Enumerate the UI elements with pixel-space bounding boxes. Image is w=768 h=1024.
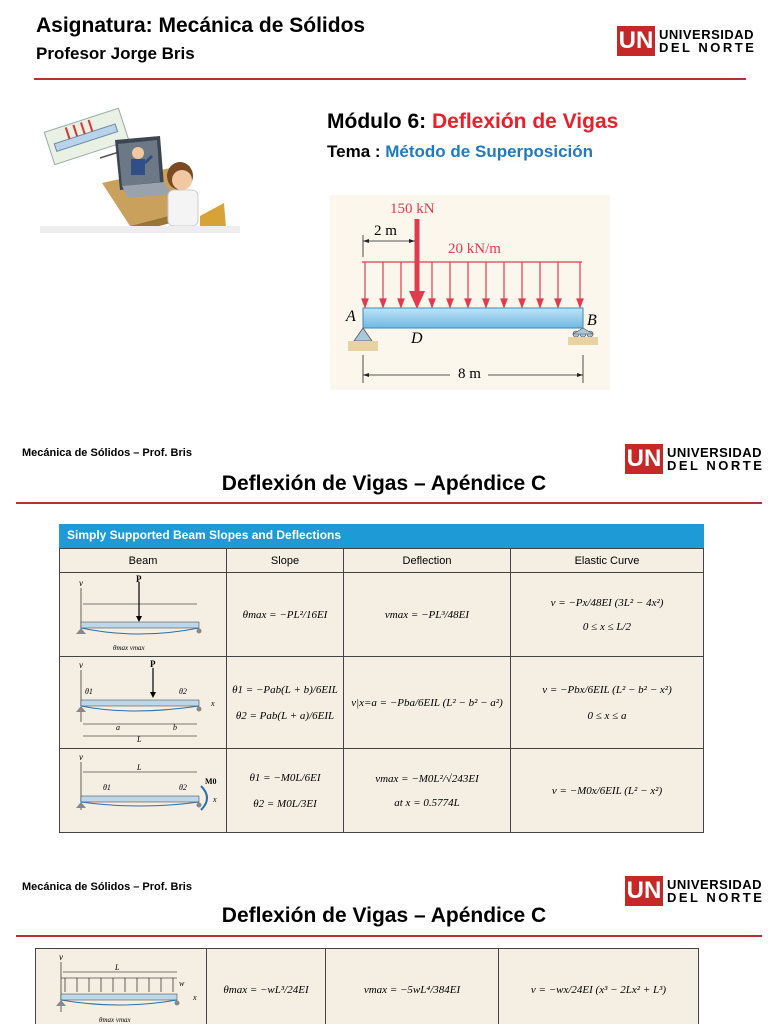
curve-formula: v = −Px/48EI (3L² − 4x²) xyxy=(550,596,664,609)
span-label: 8 m xyxy=(458,366,481,382)
svg-text:θ2: θ2 xyxy=(179,687,187,696)
col-header-deflection: Deflection xyxy=(344,549,511,573)
header-rule xyxy=(34,78,746,80)
svg-text:x: x xyxy=(193,993,197,1002)
elastic-curve-cell xyxy=(511,657,704,749)
point-d-label: D xyxy=(411,330,423,347)
topic-name: Método de Superposición xyxy=(385,142,594,161)
logo-text-top: UNIVERSIDAD xyxy=(667,877,763,892)
curve-formula: v = −Pbx/6EIL (L² − b² − x²) xyxy=(542,683,672,696)
logo-text-top: UNIVERSIDAD xyxy=(659,27,755,42)
svg-text:v: v xyxy=(79,752,83,762)
course-title: Asignatura: Mecánica de Sólidos xyxy=(36,14,366,37)
svg-text:θ1: θ1 xyxy=(85,687,93,696)
col-header-elastic-curve: Elastic Curve xyxy=(511,549,704,573)
appendix-table-continued xyxy=(35,948,699,1024)
elastic-curve-cell xyxy=(499,949,699,1024)
svg-text:L: L xyxy=(115,963,120,972)
svg-text:L: L xyxy=(137,763,142,772)
university-logo xyxy=(625,876,764,906)
slide2-title: Deflexión de Vigas – Apéndice C xyxy=(221,472,547,495)
point-load-label: 150 kN xyxy=(390,201,435,217)
deflection-formula: vmax = −M0L²/√243EI xyxy=(375,772,479,785)
table-row xyxy=(36,949,699,1024)
logo-text-top: UNIVERSIDAD xyxy=(667,445,763,460)
slope-formula: θmax = −wL³/24EI xyxy=(223,983,309,996)
slide3-rule xyxy=(16,935,762,937)
svg-text:θ1: θ1 xyxy=(103,783,111,792)
un-logo-mark: UN xyxy=(626,445,662,472)
svg-text:x: x xyxy=(211,699,215,708)
student-laptop-illustration xyxy=(40,98,240,233)
svg-text:L: L xyxy=(137,735,142,744)
deflection-cell xyxy=(326,949,499,1024)
slope-cell xyxy=(227,657,344,749)
module-label: Módulo 6: xyxy=(327,110,432,133)
distance-label: 2 m xyxy=(374,223,397,239)
slope-cell xyxy=(227,749,344,833)
svg-text:x: x xyxy=(213,795,217,804)
slope-formula-2: θ2 = M0L/3EI xyxy=(253,797,317,810)
curve-range: 0 ≤ x ≤ a xyxy=(587,709,627,722)
elastic-curve-cell xyxy=(511,749,704,833)
col-header-beam: Beam xyxy=(60,549,227,573)
curve-formula: v = −wx/24EI (x³ − 2Lx² + L³) xyxy=(530,983,667,996)
deflection-cell xyxy=(344,657,511,749)
deflection-location: at x = 0.5774L xyxy=(394,796,460,809)
svg-text:θmax vmax: θmax vmax xyxy=(99,1016,131,1024)
slope-formula: θmax = −PL²/16EI xyxy=(242,608,328,621)
professor-name: Profesor Jorge Bris xyxy=(36,44,195,63)
logo-text-bottom: DEL NORTE xyxy=(667,458,765,473)
slide3-header: Mecánica de Sólidos – Prof. Bris xyxy=(22,881,192,893)
support-a-label: A xyxy=(346,308,356,325)
beam-diagram-uniform-load xyxy=(36,949,207,1024)
table-title: Simply Supported Beam Slopes and Deflections xyxy=(67,528,342,542)
curve-formula: v = −M0x/6EIL (L² − x²) xyxy=(551,784,663,797)
deflection-cell xyxy=(344,749,511,833)
slope-formula-2: θ2 = Pab(L + a)/6EIL xyxy=(235,709,335,722)
svg-text:b: b xyxy=(173,723,177,732)
deflection-formula: v|x=a = −Pba/6EIL (L² − b² − a²) xyxy=(351,696,503,709)
deflection-formula: vmax = −5wL⁴/384EI xyxy=(363,983,461,996)
slope-cell xyxy=(227,573,344,657)
svg-text:P: P xyxy=(150,659,156,669)
slide-1 xyxy=(0,0,768,420)
slope-cell xyxy=(207,949,326,1024)
table-row xyxy=(60,749,704,833)
table-row xyxy=(60,657,704,749)
university-logo xyxy=(625,444,764,474)
slope-formula-1: θ1 = −Pab(L + b)/6EIL xyxy=(232,683,338,696)
beam-diagram-offset-load xyxy=(60,657,227,749)
support-b-label: B xyxy=(587,312,597,329)
slide2-header: Mecánica de Sólidos – Prof. Bris xyxy=(22,447,192,459)
svg-text:θ2: θ2 xyxy=(179,783,187,792)
un-logo-mark: UN xyxy=(618,27,654,54)
svg-text:v: v xyxy=(59,952,63,962)
svg-text:M0: M0 xyxy=(205,777,217,786)
svg-text:a: a xyxy=(116,723,120,732)
university-logo xyxy=(617,26,756,56)
deflection-formula: vmax = −PL³/48EI xyxy=(384,608,470,621)
svg-text:θmax vmax: θmax vmax xyxy=(113,644,145,652)
logo-text-bottom: DEL NORTE xyxy=(659,40,757,55)
table-title-bar xyxy=(59,524,704,548)
appendix-table xyxy=(59,524,704,833)
svg-text:w: w xyxy=(179,979,185,988)
slide-3 xyxy=(0,862,768,1024)
curve-range: 0 ≤ x ≤ L/2 xyxy=(582,620,632,633)
svg-text:v: v xyxy=(79,578,83,588)
col-header-slope: Slope xyxy=(227,549,344,573)
table-row xyxy=(60,573,704,657)
slide3-title: Deflexión de Vigas – Apéndice C xyxy=(221,904,547,927)
distributed-load-label: 20 kN/m xyxy=(448,241,501,257)
beam-diagram-end-moment xyxy=(60,749,227,833)
module-heading xyxy=(327,110,618,134)
topic-heading xyxy=(327,142,593,162)
svg-text:P: P xyxy=(136,574,142,584)
module-name: Deflexión de Vigas xyxy=(431,110,619,133)
elastic-curve-cell xyxy=(511,573,704,657)
slope-formula-1: θ1 = −M0L/6EI xyxy=(249,771,321,784)
un-logo-mark: UN xyxy=(626,877,662,904)
slide-2 xyxy=(0,430,768,840)
svg-text:v: v xyxy=(79,660,83,670)
topic-label: Tema : xyxy=(327,142,386,161)
slide2-rule xyxy=(16,502,762,504)
logo-text-bottom: DEL NORTE xyxy=(667,890,765,905)
beam-figure xyxy=(330,195,610,390)
deflection-cell xyxy=(344,573,511,657)
beam-diagram-center-load xyxy=(60,573,227,657)
